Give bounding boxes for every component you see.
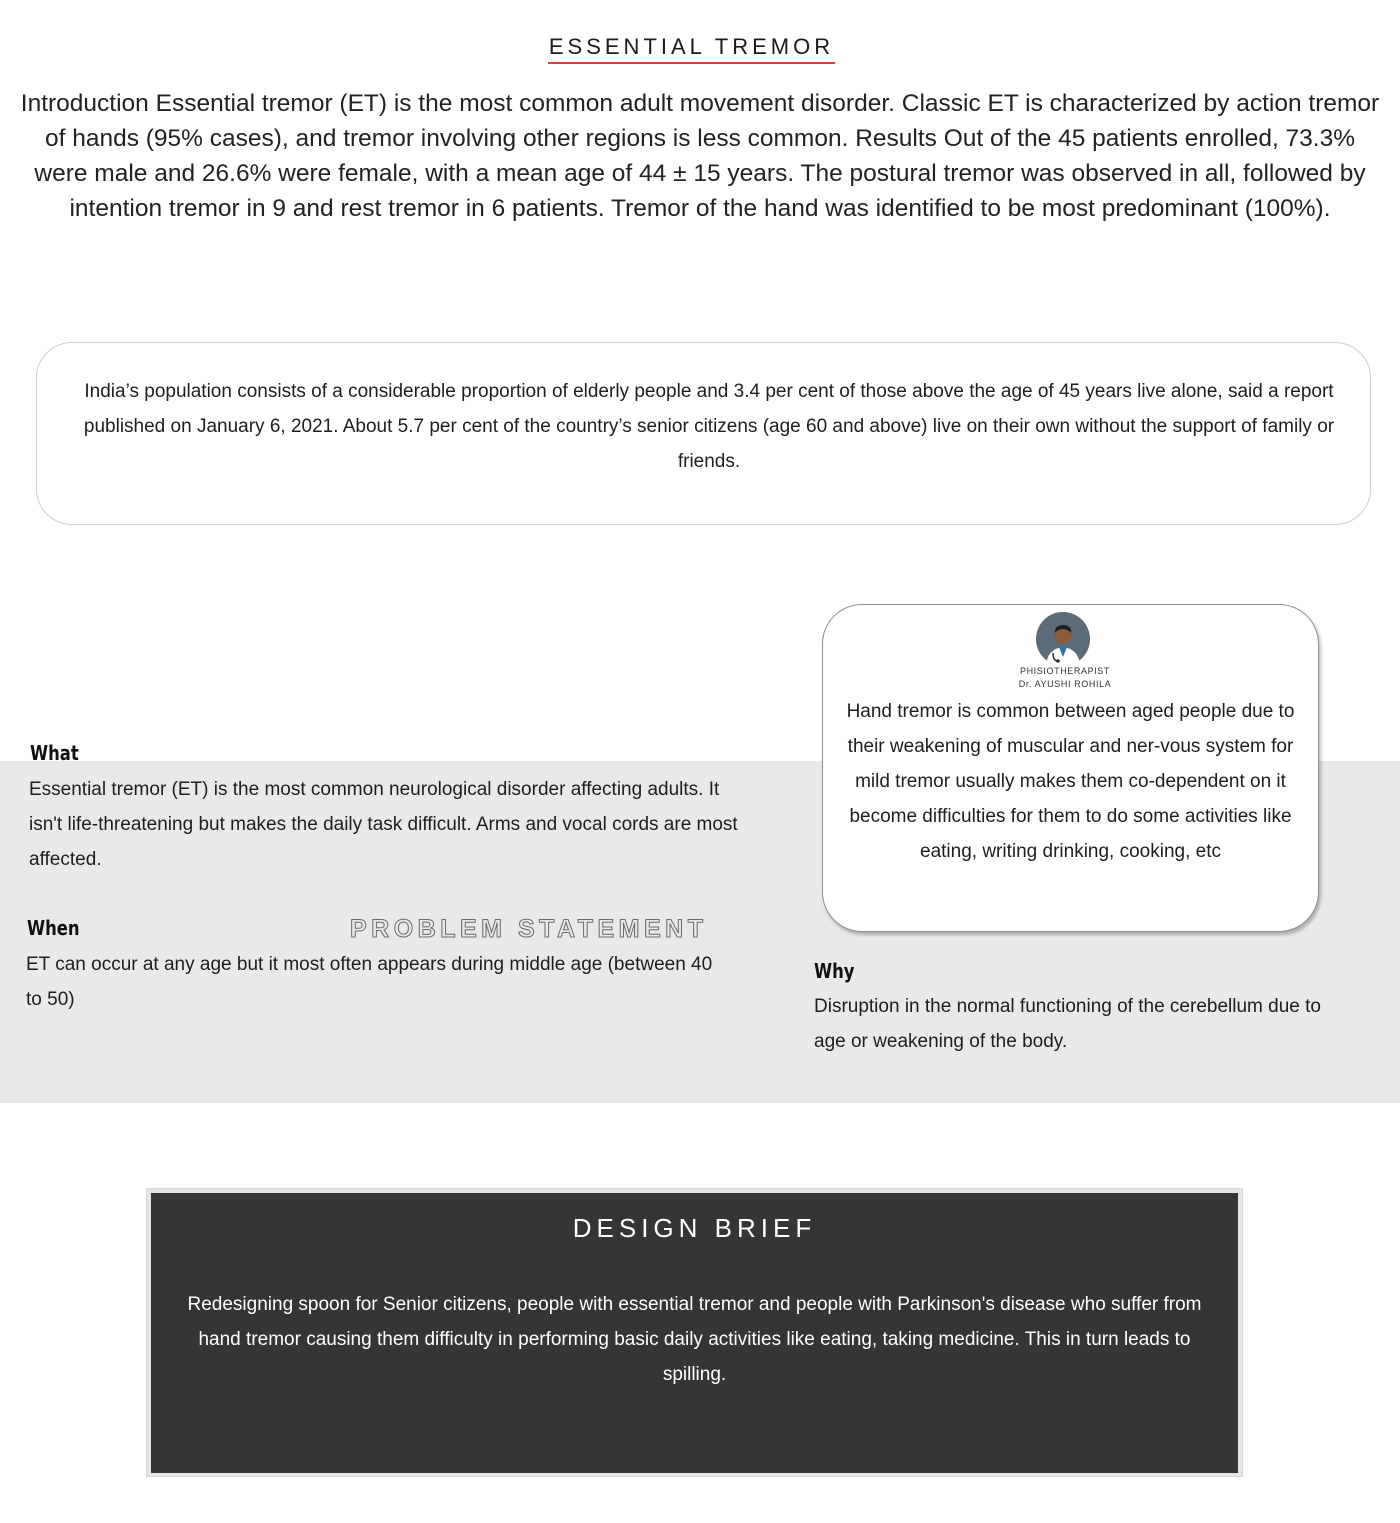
doctor-avatar-icon (1036, 612, 1090, 666)
why-heading: Why (814, 959, 855, 983)
when-heading: When (27, 916, 80, 940)
intro-paragraph: Introduction Essential tremor (ET) is the most common adult movement disorder. Classic ET is characterized by action tremor of hands (95% cases), and tremor involving other regions is less common. Results Out of the 45 patients enrolled, 73.3% were male and 26.6% were female, with a mean age of 44 ± 15 years. The postural tremor was observed in all, followed by intention tremor in 9 and rest tremor in 6 patients. Tremor of the hand was identified to be most predominant (100%). (20, 90, 1380, 222)
expert-role: PHISIOTHERAPIST (1019, 666, 1110, 676)
design-brief-text: Redesigning spoon for Senior citizens, people with essential tremor and people with Parkinson's disease who suffer from hand tremor causing them difficulty in performing basic daily activities like eating, taking medicine. This in turn leads to spilling. (187, 1294, 1202, 1385)
problem-statement-label: PROBLEM STATEMENT (350, 915, 708, 943)
what-heading: What (30, 741, 79, 765)
what-text: Essential tremor (ET) is the most common neurological disorder affecting adults. It isn't life-threatening but makes the daily task difficult. Arms and vocal cords are most affected. (29, 779, 738, 870)
why-text: Disruption in the normal functioning of the cerebellum due to age or weakening of the body. (814, 996, 1321, 1052)
expert-name: Dr. AYUSHI ROHILA (1018, 679, 1112, 689)
page-title: ESSENTIAL TREMOR (548, 30, 835, 64)
when-text: ET can occur at any age but it most often appears during middle age (between 40 to 50) (26, 954, 713, 1010)
design-brief-title: DESIGN BRIEF (572, 1213, 817, 1243)
expert-quote: Hand tremor is common between aged people due to their weakening of muscular and ner-vous system for mild tremor usually makes them co-dependent on it become difficulties for them to do some activities like eating, writing drinking, cooking, etc (846, 701, 1295, 862)
statistic-text: India’s population consists of a considerable proportion of elderly people and 3.4 per cent of those above the age of 45 years live alone, said a report published on January 6, 2021. About 5.7 per cent of the country’s senior citizens (age 60 and above) live on their own without the support of family or friends. (83, 381, 1335, 472)
